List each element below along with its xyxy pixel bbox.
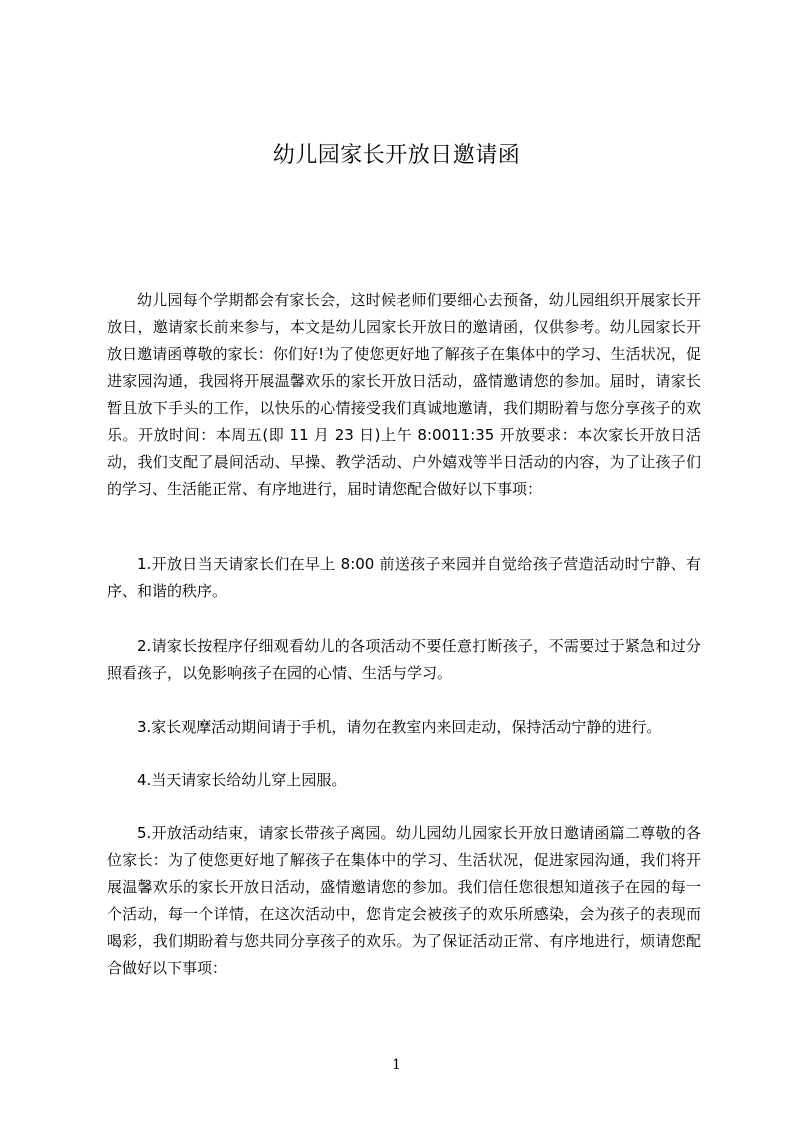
list-item-5: 5.开放活动结束，请家长带孩子离园。幼儿园幼儿园家长开放日邀请函篇二尊敬的各位家长：为了使您更好地了解孩子在集体中的学习、生活状况，促进家园沟通，我们将开展温馨欢乐的家长开放日活动，盛情邀请您的参加。我们信任您很想知道孩子在园的每一个活动，每一个详情，在这次活动中，您肯定会被孩子的欢乐所感染，会为孩子的表现而喝彩，我们期盼着与您共同分享孩子的欢乐。为了保证活动正常、有序地进行，烦请您配合做好以下事项：	[107, 824, 701, 977]
intro-paragraph: 幼儿园每个学期都会有家长会，这时候老师们要细心去预备，幼儿园组织开展家长开放日，邀请家长前来参与，本文是幼儿园家长开放日的邀请函，仅供参考。幼儿园家长开放日邀请函尊敬的家长：你们好!为了使您更好地了解孩子在集体中的学习、生活状况，促进家园沟通，我园将开展温馨欢乐的家长开放日活动，盛情邀请您的参加。届时，请家长暂且放下手头的工作，以快乐的心情接受我们真诚地邀请，我们期盼着与您分享孩子的欢乐。开放时间：本周五(即 11 月 23 日)上午 8:0011:35 开放要求：本次家长开放日活动，我们支配了晨间活动、早操、教学活动、户外嬉戏等半日活动的内容，为了让孩子们的学习、生活能正常、有序地进行，届时请您配合做好以下事项：	[107, 291, 701, 498]
list-item-3: 3.家长观摩活动期间请于手机，请勿在教室内来回走动，保持活动宁静的进行。	[137, 718, 662, 736]
list-item-2: 2.请家长按程序仔细观看幼儿的各项活动不要任意打断孩子，不需要过于紧急和过分照看孩子，以免影响孩子在园的心情、生活与学习。	[107, 637, 701, 682]
list-item-4: 4.当天请家长给幼儿穿上园服。	[137, 771, 347, 789]
page-title: 幼儿园家长开放日邀请函	[272, 143, 521, 168]
page-number: 1	[392, 1057, 401, 1073]
list-item-1: 1.开放日当天请家长们在早上 8:00 前送孩子来园并自觉给孩子营造活动时宁静、有序、和谐的秩序。	[107, 555, 701, 600]
